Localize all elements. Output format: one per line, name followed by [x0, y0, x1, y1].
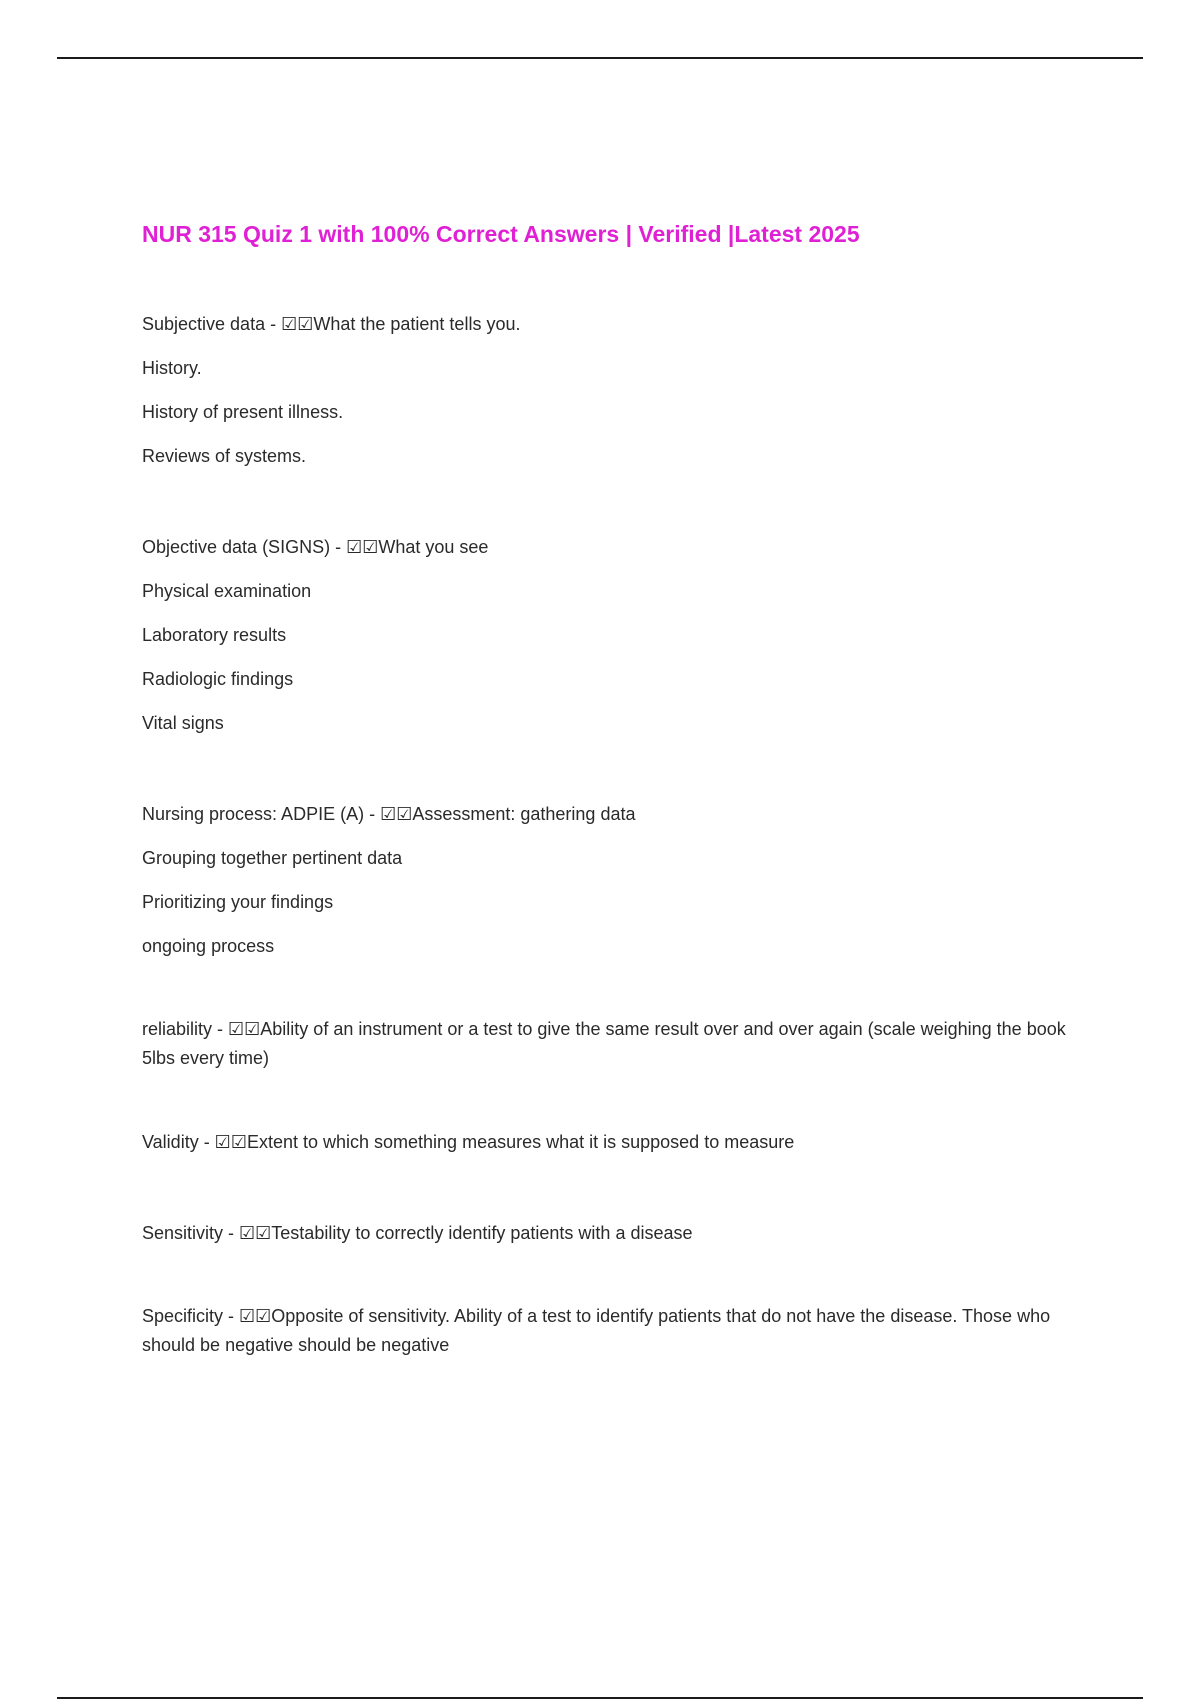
- card-detail-line: Grouping together pertinent data: [142, 848, 403, 868]
- card-term-definition: Subjective data - ☑☑What the patient tells you.: [142, 314, 521, 334]
- card-detail-line: History of present illness.: [142, 402, 344, 422]
- card-term-definition: Validity - ☑☑Extent to which something measures what it is supposed to measure: [142, 1132, 795, 1152]
- top-divider: [57, 57, 1143, 59]
- flashcard-sensitivity: [142, 1211, 1082, 1255]
- flashcard-objective-data: [142, 525, 1082, 745]
- card-detail-line: Vital signs: [142, 713, 224, 733]
- card-detail-line: Laboratory results: [142, 625, 287, 645]
- card-term-definition: Specificity - ☑☑Opposite of sensitivity. Ability of a test to identify patients that do not have the disease. Those who should be negative should be negative: [142, 1306, 1051, 1355]
- bottom-divider: [57, 1697, 1143, 1699]
- flashcard-reliability: [142, 1015, 1082, 1073]
- card-term-definition: reliability - ☑☑Ability of an instrument or a test to give the same result over and over again (scale weighing the book 5lbs every time): [142, 1019, 1066, 1068]
- card-detail-line: Physical examination: [142, 581, 312, 601]
- card-detail-line: Radiologic findings: [142, 669, 294, 689]
- card-term-definition: Sensitivity - ☑☑Testability to correctly identify patients with a disease: [142, 1223, 693, 1243]
- document-title: NUR 315 Quiz 1 with 100% Correct Answers | Verified |Latest 2025: [142, 221, 860, 247]
- card-detail-line: ongoing process: [142, 936, 275, 956]
- card-term-definition: Objective data (SIGNS) - ☑☑What you see: [142, 537, 489, 557]
- flashcard-specificity: [142, 1302, 1082, 1360]
- document-body: [142, 214, 1082, 1360]
- card-detail-line: Reviews of systems.: [142, 446, 307, 466]
- card-detail-line: History.: [142, 358, 202, 378]
- card-term-definition: Nursing process: ADPIE (A) - ☑☑Assessment: gathering data: [142, 804, 636, 824]
- flashcard-subjective-data: [142, 302, 1082, 478]
- card-detail-line: Prioritizing your findings: [142, 892, 334, 912]
- flashcard-nursing-process: [142, 792, 1082, 968]
- flashcard-validity: [142, 1120, 1082, 1164]
